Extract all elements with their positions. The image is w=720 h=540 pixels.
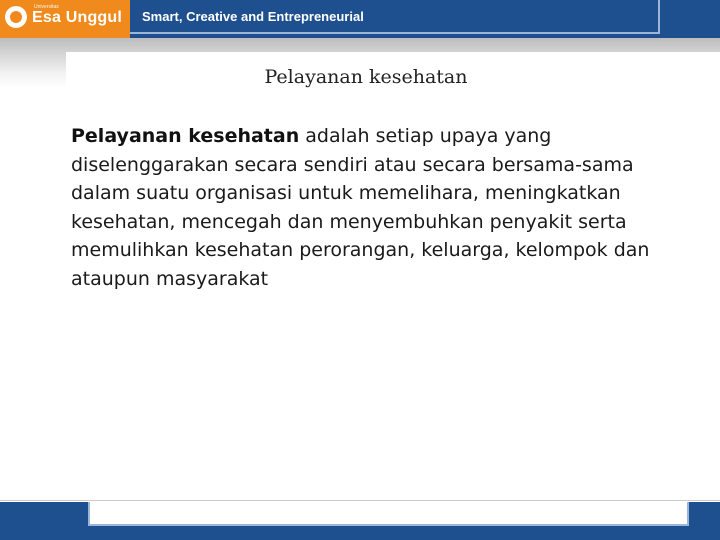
slide-title: Pelayanan kesehatan: [264, 66, 468, 88]
slide-content: [66, 52, 720, 500]
defined-term: Pelayanan kesehatan: [71, 125, 300, 147]
footer-edge: [0, 530, 720, 540]
logo-emblem-icon: [5, 6, 27, 28]
logo-subtitle: Universitas: [34, 4, 59, 10]
footer-divider: [0, 500, 720, 501]
header-bar: [0, 0, 720, 38]
definition-text: adalah setiap upaya yang diselenggarakan secara sendiri atau secara bersama-sama dalam suatu organisasi untuk memelihara, meningkatkan kesehatan, mencegah dan menyembuhkan penyakit serta memulihkan kesehatan perorangan, keluarga, kelompok dan ataupun masyarakat: [71, 125, 650, 290]
university-logo[interactable]: [0, 0, 130, 38]
footer-frame: [88, 502, 689, 526]
header-divider-tick: [658, 0, 660, 34]
logo-text: Esa Unggul: [32, 9, 123, 26]
slide-body: [71, 122, 691, 293]
header-divider: [130, 32, 660, 34]
header-tagline: Smart, Creative and Entrepreneurial: [142, 9, 364, 24]
